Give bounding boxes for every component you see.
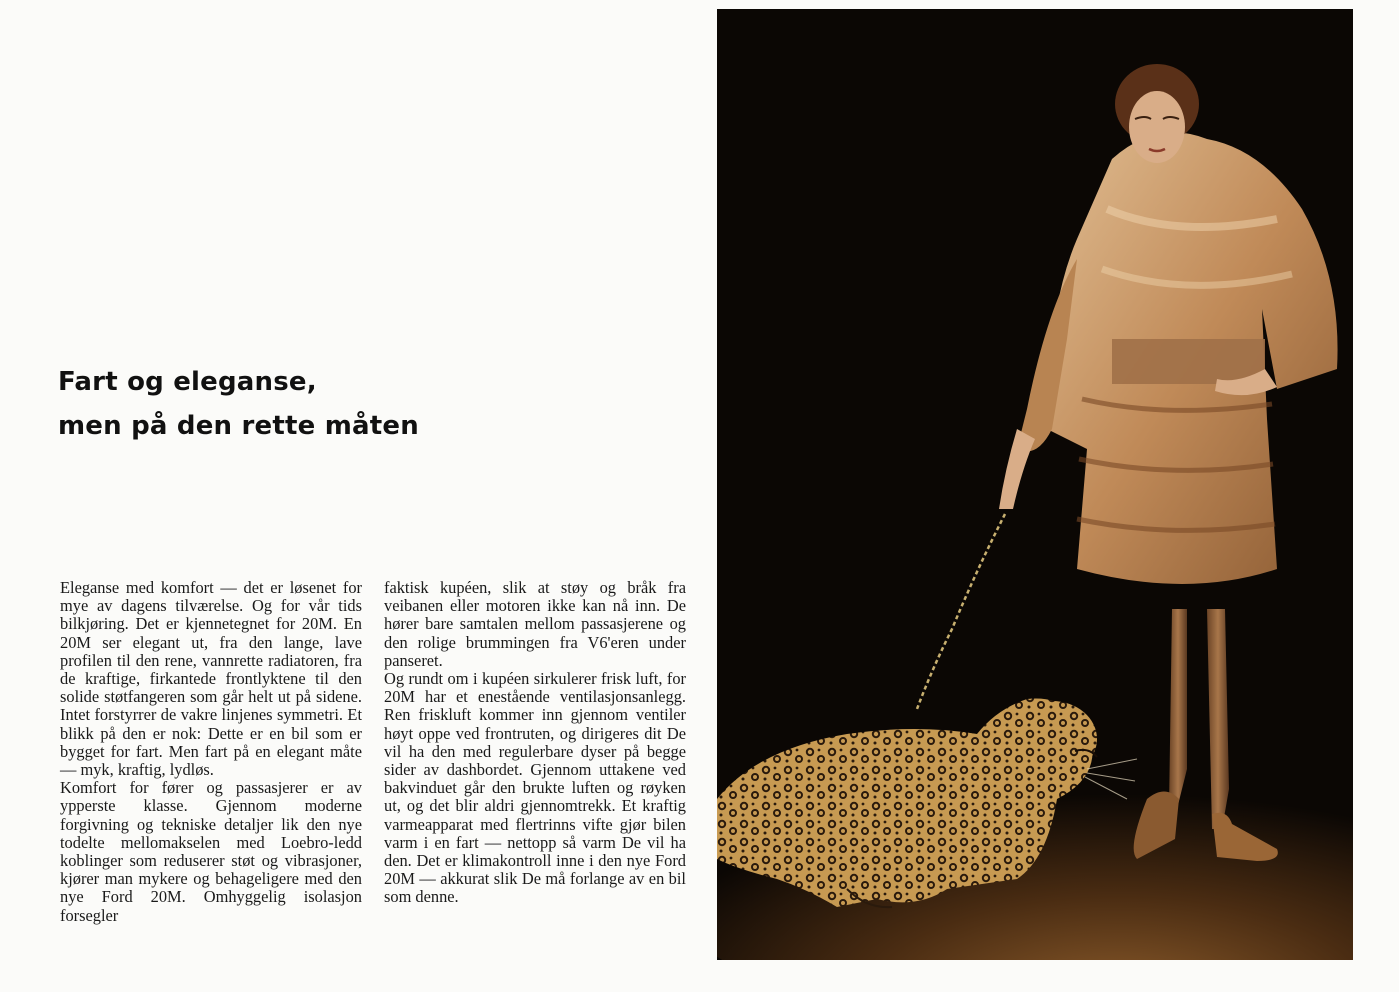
body-column-left xyxy=(60,579,362,925)
body-paragraph: faktisk kupéen, slik at støy og bråk fra veibanen eller motoren ikke kan nå inn. De hører bare samtalen mellom passasjerene og den rolige brummingen fra V6'eren under panseret. xyxy=(384,578,686,670)
fashion-photo xyxy=(717,9,1353,960)
body-paragraph: Komfort for fører og passasjerer er av ypperste klasse. Gjennom moderne forgivning og tekniske detaljer lik den nye todelte mellomakselen med Loebro-ledd koblinger som reduserer støt og vibrasjoner, kjører man mykere og behageligere med den nye Ford 20M. Omhyggelig isolasjon forsegler xyxy=(60,778,362,925)
headline-line-1: Fart og eleganse, xyxy=(58,367,317,397)
body-paragraph: Og rundt om i kupéen sirkulerer frisk luft, for 20M har et enestående ventilasjonsanlegg. Ren friskluft kommer inn gjennom ventiler høyt oppe ved frontruten, og dirigeres dit De vil ha den med regulerbare dyser på begge sider av dashbordet. Gjennom uttakene ved bakvinduet går den brukte luften og røyken ut, og det blir aldri gjennomtrekk. Et kraftig varmeapparat med flertrinns vifte gjør bilen varm i en fart — nettopp så varm De vil ha den. Det er klimakontroll inne i den nye Ford 20M — akkurat slik De må forlange av en bil som denne. xyxy=(384,669,686,907)
photo-illustration xyxy=(717,9,1353,960)
headline-line-2: men på den rette måten xyxy=(58,411,419,441)
headline xyxy=(58,360,419,448)
body-column-right xyxy=(384,579,686,907)
body-paragraph: Eleganse med komfort — det er løsenet for mye av dagens tilværelse. Og for vår tids bilkjøring. Det er kjennetegnet for 20M. En 20M ser elegant ut, fra den lange, lave profilen til den rene, vannrette radiatoren, fra de kraftige, firkantede frontlyktene til den solide støtfangeren som går helt ut på sidene. Intet forstyrrer de vakre linjenes symmetri. Et blikk på den er nok: Dette er en bil som er bygget for fart. Men fart på en elegant måte — myk, kraftig, lydløs. xyxy=(60,578,362,780)
